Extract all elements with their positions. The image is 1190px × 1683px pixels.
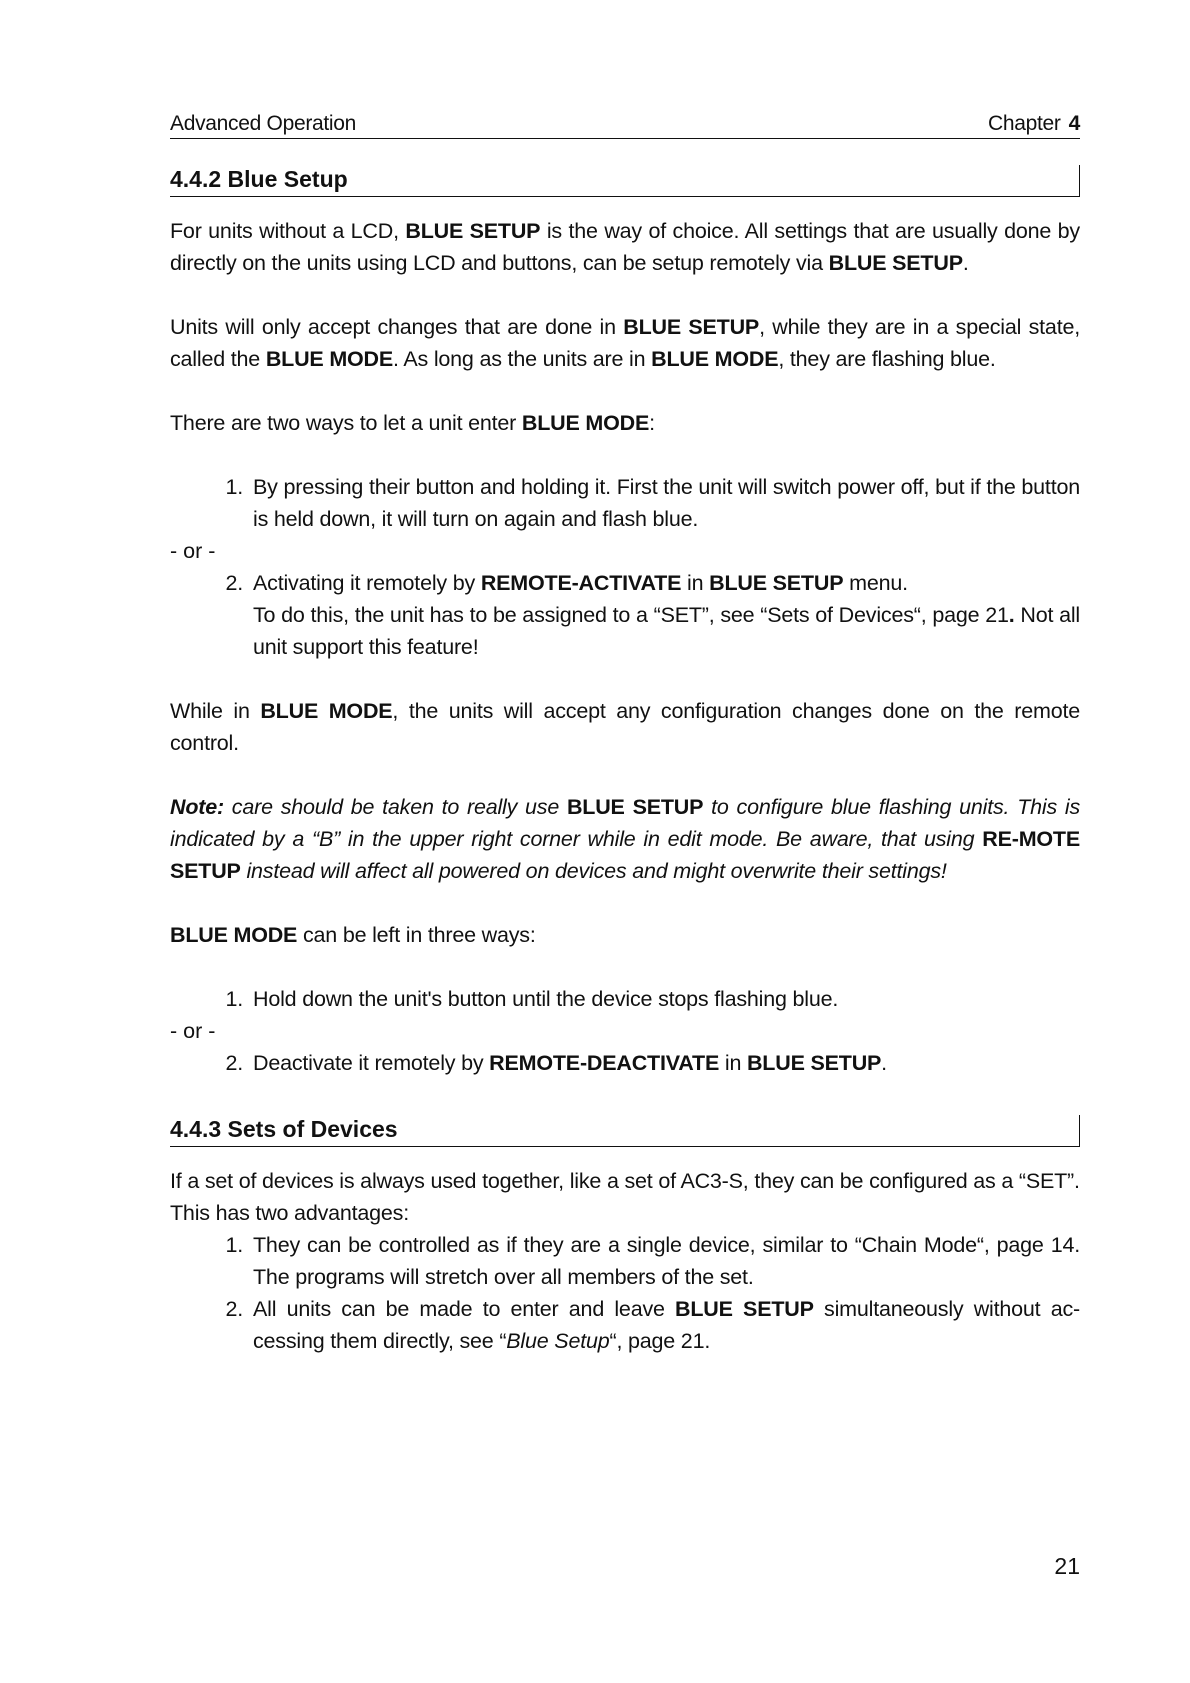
paragraph-config-changes: While in BLUE MODE, the units will accept any configuration changes done on the remote control. — [170, 699, 1080, 755]
list-item: 1. By pressing their button and holding it. First the unit will switch power off, but if the button is held down, it will turn on again and flash blue. — [225, 475, 1080, 531]
paragraph-leave-ways: BLUE MODE can be left in three ways: — [170, 923, 536, 947]
or-separator: - or - — [170, 1019, 216, 1043]
enter-mode-list — [170, 471, 1080, 535]
paragraph-blue-mode: Units will only accept changes that are done in BLUE SETUP, while they are in a special state, called the BLUE MODE. As long as the units are in BLUE MODE, they are flashing blue. — [170, 315, 1080, 371]
list-item: 1. They can be controlled as if they are a single device, similar to “Chain Mode“, page 14. The programs will stretch over all members of the set. — [225, 1233, 1080, 1289]
heading-blue-setup: 4.4.2 Blue Setup — [170, 165, 1080, 197]
or-separator: - or - — [170, 539, 216, 563]
paragraph-intro: For units without a LCD, BLUE SETUP is the way of choice. All settings that are usually done by directly on the units using LCD and buttons, can be setup remotely via BLUE SETUP. — [170, 219, 1080, 275]
note-paragraph: Note: care should be taken to really use BLUE SETUP to configure blue flashing units. This is indicated by a “B” in the upper right corner while in edit mode. Be aware, that using RE-MOTE SETUP instead will affect all powered on devices and might overwrite their settings! — [170, 795, 1081, 883]
paragraph-sets-intro: If a set of devices is always used together, like a set of AC3-S, they can be configured as a “SET”. — [170, 1169, 1080, 1193]
list-item: 2. Deactivate it remotely by REMOTE-DEACTIVATE in BLUE SETUP. — [225, 1051, 887, 1075]
list-item: 2. All units can be made to enter and leave BLUE SETUP simultaneously without ac-cessing them directly, see “Blue Setup“, page 21. — [225, 1297, 1081, 1353]
heading-sets-of-devices: 4.4.3 Sets of Devices — [170, 1115, 1080, 1147]
list-item: 2. Activating it remotely by REMOTE-ACTIVATE in BLUE SETUP menu. To do this, the unit has to be assigned to a “SET”, see “Sets of Devices“, page 21. Not all unit support this feature! — [225, 571, 1080, 659]
running-header — [170, 112, 1080, 139]
paragraph-advantages: This has two advantages: — [170, 1201, 410, 1225]
header-section-title: Advanced Operation — [170, 112, 357, 135]
leave-mode-list — [170, 983, 1080, 1015]
list-item: 1. Hold down the unit's button until the device stops flashing blue. — [225, 987, 839, 1011]
page-number: 21 — [1054, 1553, 1080, 1579]
advantages-list — [170, 1229, 1080, 1357]
chapter-number: 4 — [1068, 112, 1080, 135]
document-page — [170, 112, 1080, 1357]
paragraph-enter-ways: There are two ways to let a unit enter BLUE MODE: — [170, 411, 655, 435]
header-chapter: Chapter 4 — [987, 112, 1080, 135]
